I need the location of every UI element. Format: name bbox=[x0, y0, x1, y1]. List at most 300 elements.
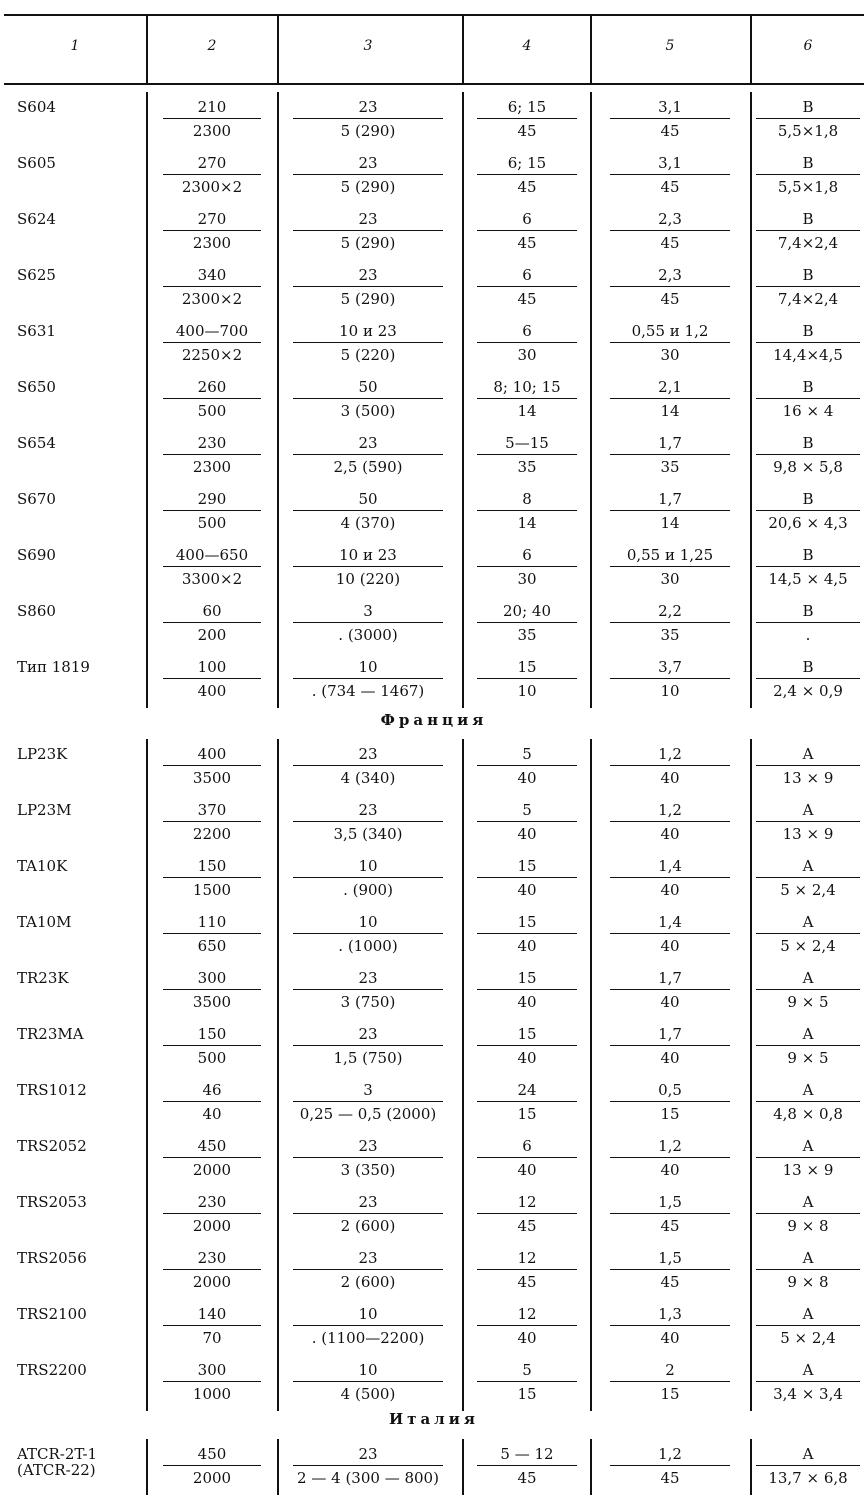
row-label: S860 bbox=[17, 602, 56, 620]
row-label: TRS2200 bbox=[17, 1361, 87, 1379]
fraction-denominator: 10 (220) bbox=[335, 570, 401, 588]
fraction-numerator: 6; 15 bbox=[477, 152, 577, 175]
fraction-numerator: 50 bbox=[293, 376, 443, 399]
fraction-denominator: 40 bbox=[517, 825, 537, 843]
fraction-numerator: 370 bbox=[163, 799, 261, 822]
row-label: TA10M bbox=[17, 913, 72, 931]
fraction-denominator: . bbox=[805, 626, 811, 644]
fraction-cell bbox=[293, 1191, 443, 1236]
fraction-cell bbox=[610, 152, 730, 197]
column-divider bbox=[590, 739, 592, 1411]
fraction-denominator: 40 bbox=[660, 937, 680, 955]
fraction-numerator: 10 bbox=[293, 855, 443, 878]
fraction-numerator: 15 bbox=[477, 656, 577, 679]
fraction-cell bbox=[610, 208, 730, 253]
fraction-denominator: 7,4×2,4 bbox=[777, 234, 839, 252]
fraction-denominator: 7,4×2,4 bbox=[777, 290, 839, 308]
fraction-cell bbox=[163, 1191, 261, 1236]
fraction-denominator: 2000 bbox=[192, 1273, 232, 1291]
fraction-cell bbox=[610, 1303, 730, 1348]
fraction-cell bbox=[477, 1191, 577, 1236]
fraction-denominator: 14 bbox=[660, 402, 680, 420]
fraction-denominator: 45 bbox=[517, 1469, 537, 1487]
column-divider bbox=[277, 1439, 279, 1495]
fraction-denominator: 5 × 2,4 bbox=[780, 881, 836, 899]
fraction-numerator: A bbox=[756, 1023, 860, 1046]
fraction-cell bbox=[610, 656, 730, 701]
column-divider bbox=[750, 1439, 752, 1495]
fraction-cell bbox=[163, 799, 261, 844]
fraction-denominator: 2300 bbox=[192, 122, 232, 140]
fraction-denominator: 40 bbox=[517, 881, 537, 899]
row-label: TRS1012 bbox=[17, 1081, 87, 1099]
fraction-denominator: 9 × 8 bbox=[787, 1273, 829, 1291]
fraction-cell bbox=[477, 911, 577, 956]
fraction-denominator: 2 — 4 (300 — 800) bbox=[297, 1469, 439, 1487]
fraction-numerator: 1,2 bbox=[610, 743, 730, 766]
fraction-cell bbox=[477, 152, 577, 197]
fraction-cell bbox=[163, 1247, 261, 1292]
fraction-numerator: 10 и 23 bbox=[293, 320, 443, 343]
column-divider bbox=[277, 739, 279, 1411]
fraction-numerator: 0,55 и 1,2 bbox=[610, 320, 730, 343]
fraction-cell bbox=[610, 488, 730, 533]
fraction-cell bbox=[477, 1303, 577, 1348]
fraction-cell bbox=[756, 967, 860, 1012]
fraction-numerator: 3,7 bbox=[610, 656, 730, 679]
fraction-denominator: 10 bbox=[660, 682, 680, 700]
fraction-denominator: 13,7 × 6,8 bbox=[768, 1469, 848, 1487]
fraction-denominator: 2,4 × 0,9 bbox=[773, 682, 843, 700]
fraction-numerator: 270 bbox=[163, 208, 261, 231]
fraction-cell bbox=[610, 1247, 730, 1292]
fraction-cell bbox=[163, 488, 261, 533]
fraction-denominator: 500 bbox=[197, 402, 227, 420]
fraction-numerator: 50 bbox=[293, 488, 443, 511]
fraction-denominator: 5 (290) bbox=[340, 290, 396, 308]
fraction-denominator: 40 bbox=[202, 1105, 222, 1123]
fraction-cell bbox=[293, 1135, 443, 1180]
fraction-cell bbox=[756, 1303, 860, 1348]
fraction-denominator: 3 (350) bbox=[340, 1161, 396, 1179]
fraction-denominator: 15 bbox=[660, 1105, 680, 1123]
fraction-denominator: 1,5 (750) bbox=[333, 1049, 403, 1067]
fraction-numerator: B bbox=[756, 544, 860, 567]
fraction-denominator: 15 bbox=[660, 1385, 680, 1403]
fraction-numerator: 23 bbox=[293, 152, 443, 175]
column-divider bbox=[462, 1439, 464, 1495]
section-heading: Италия bbox=[389, 1410, 479, 1428]
fraction-numerator: 24 bbox=[477, 1079, 577, 1102]
fraction-numerator: 23 bbox=[293, 1023, 443, 1046]
fraction-numerator: A bbox=[756, 1247, 860, 1270]
fraction-cell bbox=[163, 855, 261, 900]
fraction-numerator: 290 bbox=[163, 488, 261, 511]
fraction-denominator: . (900) bbox=[343, 881, 393, 899]
fraction-cell bbox=[756, 1191, 860, 1236]
fraction-numerator: 6; 15 bbox=[477, 96, 577, 119]
fraction-cell bbox=[293, 1303, 443, 1348]
row-label: S631 bbox=[17, 322, 56, 340]
column-header-5: 5 bbox=[665, 38, 675, 54]
fraction-numerator: B bbox=[756, 320, 860, 343]
fraction-denominator: 2300×2 bbox=[181, 178, 243, 196]
fraction-numerator: 10 bbox=[293, 911, 443, 934]
fraction-numerator: 6 bbox=[477, 1135, 577, 1158]
fraction-cell bbox=[163, 1359, 261, 1404]
fraction-denominator: 5 (290) bbox=[340, 122, 396, 140]
fraction-cell bbox=[756, 1079, 860, 1124]
fraction-denominator: . (734 — 1467) bbox=[311, 682, 425, 700]
fraction-numerator: B bbox=[756, 152, 860, 175]
fraction-denominator: 45 bbox=[660, 1273, 680, 1291]
fraction-numerator: B bbox=[756, 264, 860, 287]
fraction-numerator: B bbox=[756, 96, 860, 119]
fraction-cell bbox=[293, 544, 443, 589]
fraction-denominator: 2000 bbox=[192, 1161, 232, 1179]
fraction-denominator: 30 bbox=[660, 570, 680, 588]
fraction-denominator: 40 bbox=[660, 1049, 680, 1067]
fraction-denominator: 3 (500) bbox=[340, 402, 396, 420]
fraction-numerator: B bbox=[756, 488, 860, 511]
fraction-cell bbox=[477, 1359, 577, 1404]
fraction-cell bbox=[756, 656, 860, 701]
fraction-denominator: 3,4 × 3,4 bbox=[773, 1385, 843, 1403]
fraction-numerator: 23 bbox=[293, 743, 443, 766]
fraction-cell bbox=[477, 967, 577, 1012]
fraction-cell bbox=[756, 488, 860, 533]
fraction-numerator: 10 и 23 bbox=[293, 544, 443, 567]
fraction-denominator: 2 (600) bbox=[340, 1217, 396, 1235]
fraction-numerator: A bbox=[756, 1191, 860, 1214]
row-label: ATCR-2T-1 bbox=[17, 1445, 98, 1463]
fraction-numerator: 1,2 bbox=[610, 1443, 730, 1466]
column-header-1: 1 bbox=[70, 38, 80, 54]
fraction-numerator: 15 bbox=[477, 911, 577, 934]
fraction-cell bbox=[610, 544, 730, 589]
fraction-denominator: 45 bbox=[517, 178, 537, 196]
row-label: LP23K bbox=[17, 745, 68, 763]
fraction-denominator: 45 bbox=[660, 122, 680, 140]
fraction-cell bbox=[293, 911, 443, 956]
fraction-cell bbox=[756, 1359, 860, 1404]
fraction-denominator: 2,5 (590) bbox=[333, 458, 403, 476]
fraction-cell bbox=[477, 799, 577, 844]
fraction-denominator: 9 × 8 bbox=[787, 1217, 829, 1235]
fraction-numerator: 0,5 bbox=[610, 1079, 730, 1102]
fraction-numerator: 15 bbox=[477, 855, 577, 878]
row-label: S670 bbox=[17, 490, 56, 508]
section-heading: Франция bbox=[380, 711, 488, 729]
fraction-denominator: 40 bbox=[660, 993, 680, 1011]
fraction-numerator: 1,5 bbox=[610, 1247, 730, 1270]
fraction-cell bbox=[163, 208, 261, 253]
fraction-cell bbox=[293, 1359, 443, 1404]
fraction-numerator: 150 bbox=[163, 855, 261, 878]
fraction-cell bbox=[756, 544, 860, 589]
fraction-denominator: 1000 bbox=[192, 1385, 232, 1403]
fraction-numerator: 6 bbox=[477, 320, 577, 343]
fraction-cell bbox=[477, 376, 577, 421]
fraction-numerator: 60 bbox=[163, 600, 261, 623]
column-header-4: 4 bbox=[522, 38, 532, 54]
fraction-cell bbox=[610, 911, 730, 956]
fraction-denominator: 40 bbox=[660, 1329, 680, 1347]
fraction-numerator: 23 bbox=[293, 967, 443, 990]
fraction-cell bbox=[293, 799, 443, 844]
row-label: S650 bbox=[17, 378, 56, 396]
fraction-cell bbox=[756, 855, 860, 900]
fraction-cell bbox=[756, 1023, 860, 1068]
fraction-numerator: B bbox=[756, 432, 860, 455]
column-divider bbox=[462, 739, 464, 1411]
fraction-numerator: 6 bbox=[477, 264, 577, 287]
fraction-denominator: 40 bbox=[660, 825, 680, 843]
header-top-rule bbox=[4, 14, 864, 16]
fraction-denominator: 70 bbox=[202, 1329, 222, 1347]
fraction-cell bbox=[610, 799, 730, 844]
fraction-denominator: 45 bbox=[517, 1273, 537, 1291]
row-label: TR23MA bbox=[17, 1025, 84, 1043]
fraction-cell bbox=[756, 1443, 860, 1488]
fraction-denominator: 650 bbox=[197, 937, 227, 955]
fraction-denominator: 5 (220) bbox=[340, 346, 396, 364]
fraction-cell bbox=[477, 544, 577, 589]
fraction-numerator: 210 bbox=[163, 96, 261, 119]
fraction-cell bbox=[610, 1023, 730, 1068]
fraction-denominator: 9 × 5 bbox=[787, 993, 829, 1011]
fraction-numerator: A bbox=[756, 1135, 860, 1158]
fraction-denominator: 30 bbox=[660, 346, 680, 364]
column-divider bbox=[590, 92, 592, 708]
column-divider bbox=[750, 92, 752, 708]
fraction-cell bbox=[610, 320, 730, 365]
row-label: S654 bbox=[17, 434, 56, 452]
fraction-numerator: 23 bbox=[293, 1247, 443, 1270]
row-label: LP23M bbox=[17, 801, 72, 819]
fraction-denominator: 40 bbox=[660, 881, 680, 899]
fraction-cell bbox=[610, 264, 730, 309]
fraction-cell bbox=[756, 432, 860, 477]
fraction-denominator: 13 × 9 bbox=[782, 769, 834, 787]
fraction-denominator: 3,5 (340) bbox=[333, 825, 403, 843]
fraction-numerator: 1,4 bbox=[610, 855, 730, 878]
fraction-cell bbox=[293, 152, 443, 197]
fraction-numerator: 23 bbox=[293, 799, 443, 822]
fraction-cell bbox=[756, 1247, 860, 1292]
row-label: TRS2056 bbox=[17, 1249, 87, 1267]
fraction-denominator: 3 (750) bbox=[340, 993, 396, 1011]
fraction-numerator: 23 bbox=[293, 1135, 443, 1158]
fraction-cell bbox=[756, 264, 860, 309]
fraction-numerator: 23 bbox=[293, 264, 443, 287]
fraction-denominator: 35 bbox=[517, 458, 537, 476]
fraction-cell bbox=[477, 1247, 577, 1292]
fraction-cell bbox=[163, 1443, 261, 1488]
fraction-denominator: . (1100—2200) bbox=[311, 1329, 425, 1347]
fraction-denominator: 4 (500) bbox=[340, 1385, 396, 1403]
fraction-numerator: 23 bbox=[293, 208, 443, 231]
fraction-numerator: 450 bbox=[163, 1135, 261, 1158]
fraction-denominator: 5 (290) bbox=[340, 178, 396, 196]
fraction-cell bbox=[610, 855, 730, 900]
fraction-numerator: 300 bbox=[163, 967, 261, 990]
fraction-denominator: 2200 bbox=[192, 825, 232, 843]
column-divider bbox=[146, 1439, 148, 1495]
fraction-cell bbox=[163, 1023, 261, 1068]
fraction-cell bbox=[293, 1443, 443, 1488]
row-label: Тип 1819 bbox=[17, 658, 90, 676]
fraction-numerator: 1,7 bbox=[610, 432, 730, 455]
fraction-numerator: 3,1 bbox=[610, 152, 730, 175]
fraction-numerator: A bbox=[756, 743, 860, 766]
fraction-numerator: 1,3 bbox=[610, 1303, 730, 1326]
fraction-numerator: A bbox=[756, 967, 860, 990]
fraction-denominator: 5 (290) bbox=[340, 234, 396, 252]
fraction-cell bbox=[756, 600, 860, 645]
column-header-2: 2 bbox=[207, 38, 217, 54]
fraction-numerator: 5 bbox=[477, 799, 577, 822]
fraction-cell bbox=[756, 96, 860, 141]
fraction-denominator: 14,5 × 4,5 bbox=[768, 570, 848, 588]
fraction-numerator: 260 bbox=[163, 376, 261, 399]
fraction-numerator: A bbox=[756, 855, 860, 878]
fraction-cell bbox=[163, 656, 261, 701]
fraction-denominator: 35 bbox=[517, 626, 537, 644]
fraction-numerator: 6 bbox=[477, 544, 577, 567]
fraction-cell bbox=[293, 208, 443, 253]
fraction-denominator: 45 bbox=[660, 234, 680, 252]
fraction-numerator: 5 — 12 bbox=[477, 1443, 577, 1466]
fraction-cell bbox=[477, 743, 577, 788]
fraction-numerator: A bbox=[756, 799, 860, 822]
fraction-cell bbox=[163, 152, 261, 197]
fraction-cell bbox=[756, 1135, 860, 1180]
fraction-numerator: 2,3 bbox=[610, 264, 730, 287]
fraction-denominator: 500 bbox=[197, 1049, 227, 1067]
fraction-numerator: 100 bbox=[163, 656, 261, 679]
fraction-denominator: 3300×2 bbox=[181, 570, 243, 588]
fraction-cell bbox=[477, 855, 577, 900]
fraction-cell bbox=[477, 320, 577, 365]
header-column-divider bbox=[590, 14, 592, 84]
row-label-alt: (ATCR-22) bbox=[17, 1461, 96, 1479]
fraction-denominator: 2300×2 bbox=[181, 290, 243, 308]
fraction-cell bbox=[756, 799, 860, 844]
fraction-denominator: 0,25 — 0,5 (2000) bbox=[299, 1105, 437, 1123]
fraction-denominator: 14 bbox=[660, 514, 680, 532]
fraction-denominator: 13 × 9 bbox=[782, 1161, 834, 1179]
column-header-6: 6 bbox=[803, 38, 813, 54]
header-column-divider bbox=[750, 14, 752, 84]
fraction-cell bbox=[293, 432, 443, 477]
fraction-cell bbox=[163, 376, 261, 421]
fraction-numerator: 110 bbox=[163, 911, 261, 934]
fraction-cell bbox=[756, 320, 860, 365]
fraction-denominator: 2300 bbox=[192, 458, 232, 476]
fraction-numerator: 10 bbox=[293, 1303, 443, 1326]
fraction-cell bbox=[477, 656, 577, 701]
fraction-denominator: 40 bbox=[517, 1161, 537, 1179]
fraction-numerator: A bbox=[756, 911, 860, 934]
header-column-divider bbox=[277, 14, 279, 84]
fraction-numerator: 2,3 bbox=[610, 208, 730, 231]
row-label: TRS2052 bbox=[17, 1137, 87, 1155]
fraction-numerator: 340 bbox=[163, 264, 261, 287]
column-divider bbox=[750, 739, 752, 1411]
header-bottom-rule bbox=[4, 83, 864, 85]
fraction-cell bbox=[293, 743, 443, 788]
fraction-denominator: 10 bbox=[517, 682, 537, 700]
fraction-cell bbox=[477, 1443, 577, 1488]
header-column-divider bbox=[146, 14, 148, 84]
fraction-numerator: 20; 40 bbox=[477, 600, 577, 623]
fraction-denominator: 30 bbox=[517, 346, 537, 364]
fraction-denominator: 5 × 2,4 bbox=[780, 1329, 836, 1347]
fraction-denominator: 4 (370) bbox=[340, 514, 396, 532]
fraction-cell bbox=[477, 600, 577, 645]
fraction-numerator: 10 bbox=[293, 1359, 443, 1382]
fraction-denominator: 40 bbox=[660, 1161, 680, 1179]
fraction-cell bbox=[610, 1079, 730, 1124]
fraction-numerator: B bbox=[756, 600, 860, 623]
row-label: S690 bbox=[17, 546, 56, 564]
fraction-denominator: 45 bbox=[517, 290, 537, 308]
fraction-cell bbox=[610, 376, 730, 421]
fraction-denominator: 5,5×1,8 bbox=[777, 178, 839, 196]
fraction-cell bbox=[163, 264, 261, 309]
fraction-denominator: 45 bbox=[660, 1469, 680, 1487]
fraction-numerator: 1,2 bbox=[610, 1135, 730, 1158]
fraction-numerator: 150 bbox=[163, 1023, 261, 1046]
fraction-cell bbox=[610, 967, 730, 1012]
fraction-cell bbox=[477, 432, 577, 477]
column-divider bbox=[590, 1439, 592, 1495]
fraction-cell bbox=[293, 376, 443, 421]
fraction-denominator: 2000 bbox=[192, 1469, 232, 1487]
fraction-numerator: 1,7 bbox=[610, 1023, 730, 1046]
fraction-denominator: 40 bbox=[517, 993, 537, 1011]
fraction-cell bbox=[610, 600, 730, 645]
fraction-cell bbox=[477, 1135, 577, 1180]
fraction-cell bbox=[163, 967, 261, 1012]
fraction-denominator: 9 × 5 bbox=[787, 1049, 829, 1067]
fraction-numerator: 140 bbox=[163, 1303, 261, 1326]
fraction-cell bbox=[293, 488, 443, 533]
fraction-denominator: 45 bbox=[660, 1217, 680, 1235]
fraction-numerator: 1,4 bbox=[610, 911, 730, 934]
fraction-cell bbox=[163, 1079, 261, 1124]
fraction-numerator: 2 bbox=[610, 1359, 730, 1382]
fraction-numerator: 230 bbox=[163, 1247, 261, 1270]
fraction-numerator: 1,7 bbox=[610, 967, 730, 990]
fraction-numerator: 23 bbox=[293, 432, 443, 455]
fraction-numerator: 400 bbox=[163, 743, 261, 766]
fraction-cell bbox=[293, 1079, 443, 1124]
fraction-denominator: 2 (600) bbox=[340, 1273, 396, 1291]
fraction-cell bbox=[477, 208, 577, 253]
column-divider bbox=[146, 92, 148, 708]
fraction-denominator: . (3000) bbox=[338, 626, 398, 644]
fraction-cell bbox=[477, 488, 577, 533]
column-divider bbox=[146, 739, 148, 1411]
fraction-cell bbox=[610, 743, 730, 788]
fraction-numerator: 1,5 bbox=[610, 1191, 730, 1214]
fraction-denominator: 30 bbox=[517, 570, 537, 588]
fraction-cell bbox=[163, 96, 261, 141]
fraction-cell bbox=[163, 600, 261, 645]
fraction-denominator: . (1000) bbox=[338, 937, 398, 955]
